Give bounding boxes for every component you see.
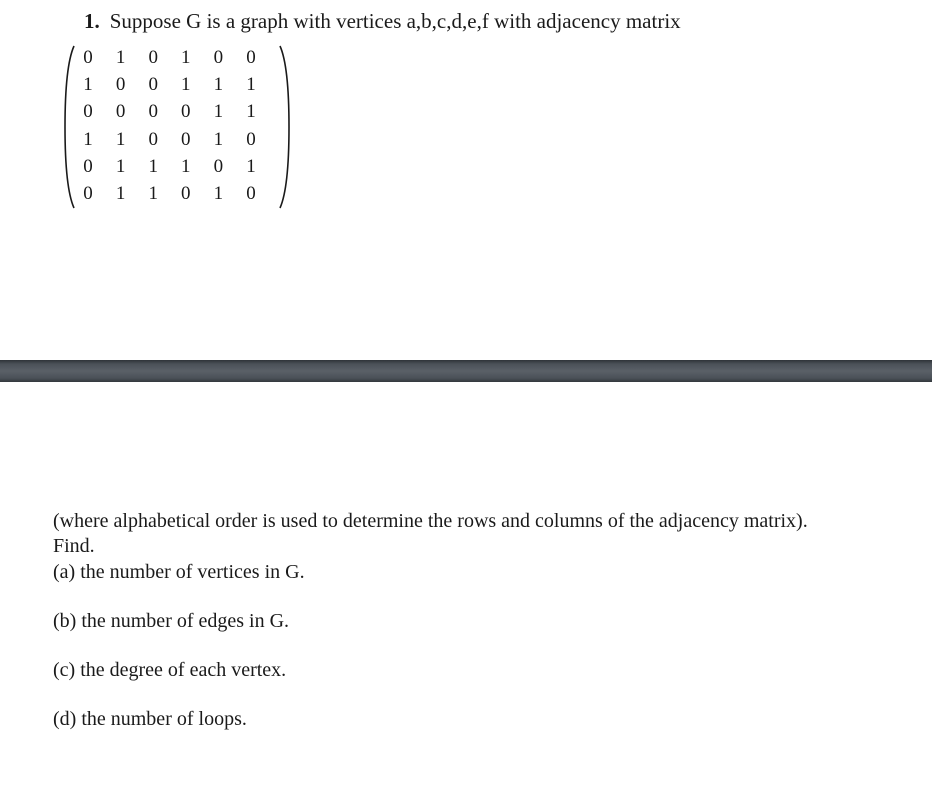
matrix-cell: 1 xyxy=(148,183,158,204)
matrix-cell: 0 xyxy=(83,183,93,204)
matrix-cell: 1 xyxy=(115,128,126,150)
adjacency-matrix xyxy=(62,44,292,210)
matrix-cell: 0 xyxy=(115,74,126,96)
matrix-cell: 0 xyxy=(83,155,93,177)
matrix-cell: 1 xyxy=(246,155,256,177)
question-text: Suppose G is a graph with vertices a,b,c,d,e,f with adjacency matrix xyxy=(109,9,681,33)
matrix-cell: 0 xyxy=(181,101,191,123)
matrix-row xyxy=(78,126,278,153)
matrix-cell: 0 xyxy=(115,101,126,123)
matrix-grid xyxy=(78,44,278,210)
matrix-cell: 0 xyxy=(246,47,256,68)
matrix-cell: 0 xyxy=(213,155,224,177)
note-text: (where alphabetical order is used to determine the rows and columns of the adjacency matrix). xyxy=(53,510,808,532)
matrix-row xyxy=(78,71,278,98)
left-parenthesis xyxy=(62,44,78,210)
matrix-cell: 0 xyxy=(181,183,191,204)
right-parenthesis xyxy=(276,44,292,210)
matrix-cell: 1 xyxy=(115,183,126,204)
matrix-cell: 0 xyxy=(148,128,158,150)
matrix-cell: 1 xyxy=(213,101,224,123)
matrix-cell: 1 xyxy=(181,74,191,96)
matrix-row xyxy=(78,153,278,180)
matrix-cell: 1 xyxy=(213,74,224,96)
part-b: (b) the number of edges in G. xyxy=(53,610,290,632)
matrix-cell: 1 xyxy=(148,155,158,177)
part-d: (d) the number of loops. xyxy=(53,708,247,730)
matrix-cell: 0 xyxy=(83,101,93,123)
matrix-cell: 1 xyxy=(83,128,93,150)
matrix-row xyxy=(78,98,278,125)
matrix-cell: 1 xyxy=(181,47,191,68)
matrix-cell: 1 xyxy=(181,155,191,177)
matrix-cell: 1 xyxy=(213,128,224,150)
part-c: (c) the degree of each vertex. xyxy=(53,659,287,681)
find-label: Find. xyxy=(53,535,95,557)
part-a: (a) the number of vertices in G. xyxy=(53,561,305,583)
matrix-cell: 1 xyxy=(213,183,224,204)
matrix-cell: 1 xyxy=(115,155,126,177)
matrix-cell: 0 xyxy=(148,101,158,123)
matrix-cell: 0 xyxy=(83,47,93,68)
matrix-row xyxy=(78,180,278,207)
matrix-cell: 0 xyxy=(246,128,256,150)
matrix-cell: 0 xyxy=(181,128,191,150)
matrix-cell: 0 xyxy=(246,183,256,204)
divider-bar xyxy=(0,360,932,382)
matrix-cell: 1 xyxy=(246,101,256,123)
matrix-cell: 0 xyxy=(213,47,224,68)
matrix-cell: 0 xyxy=(148,47,158,68)
matrix-cell: 1 xyxy=(83,74,93,96)
question-number: 1. xyxy=(84,9,100,33)
question-heading xyxy=(84,9,681,34)
matrix-cell: 1 xyxy=(115,47,126,68)
matrix-cell: 0 xyxy=(148,74,158,96)
matrix-row xyxy=(78,44,278,71)
matrix-cell: 1 xyxy=(246,74,256,96)
